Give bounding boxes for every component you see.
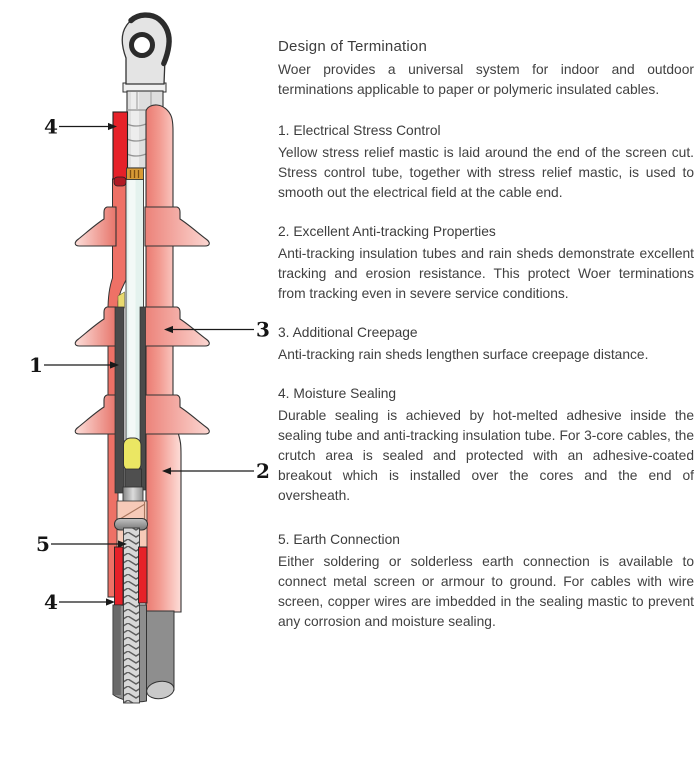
section-moisture-sealing [278,384,694,506]
rain-shed-3-left [75,395,116,434]
seal-tube-rim [114,177,126,186]
anti-tracking-tube [146,105,181,612]
oversheath-right [147,611,175,690]
section-body: Anti-tracking rain sheds lengthen surface creepage distance. [278,347,649,362]
section-heading: 5. Earth Connection [278,532,400,547]
stress-relief-mastic [124,438,142,471]
intro-paragraph: Woer provides a universal system for indoor and outdoor terminations applicable to paper or polymeric insulated cables. [278,62,694,97]
rain-sheds-left [75,207,116,434]
section-earth-connection [278,530,694,632]
screen-block [125,469,142,488]
screen-ferrule [123,487,143,502]
rain-shed-1-left [75,207,116,246]
oversheath [113,605,175,702]
rain-shed-2-left [75,307,116,346]
callout-label-4-bottom: 4 [44,590,58,614]
section-body: Anti-tracking insulation tubes and rain sheds demonstrate excellent tracking and erosion resistance. This protect Woer terminations from tracking even in severe service conditions. [278,246,694,301]
seal-tube-red [113,112,128,179]
callout-label-3: 3 [256,317,270,342]
callout-stress-control [29,353,119,377]
rain-shed-1-right [145,207,209,246]
section-heading: 1. Electrical Stress Control [278,123,441,138]
seal-mastic-right [139,547,148,603]
callout-label-4-top: 4 [44,114,58,139]
cable-screen [123,469,143,502]
section-body: Durable sealing is achieved by hot-melted adhesive inside the sealing tube and anti-tracking insulation tube. For 3-core cables, the crutch area is sealed and protected with an adhesive-coated breakout which is installed over the cores and the end of oversheath. [278,408,694,503]
section-heading: 4. Moisture Sealing [278,386,397,401]
callout-label-1: 1 [29,353,43,377]
rain-shed-2-right [145,307,209,346]
tube-exterior [146,105,181,612]
page-title: Design of Termination [278,38,427,55]
section-anti-tracking [278,222,694,304]
rain-shed-3-right [145,395,209,434]
callout-bottom-seal [44,590,115,614]
rain-sheds [145,207,209,434]
termination-diagram [0,0,280,757]
section-additional-creepage [278,323,694,365]
sealing-tube-top [113,112,128,186]
section-body: Yellow stress relief mastic is laid around the end of the screen cut. Stress control tube, together with stress relief mastic, is used to smooth out the electrical field at the cable end. [278,145,694,200]
stress-tube-left-wall [115,307,124,493]
callout-top-seal [44,115,117,139]
earth-braid [124,528,140,703]
insulation-highlight [129,180,136,445]
description-column [278,36,694,632]
cable-lug [122,15,169,84]
termination-figure [0,0,280,757]
section-electrical-stress-control [278,121,694,203]
stress-relief-mastic-band [127,168,144,180]
callout-label-2: 2 [256,459,270,483]
seal-mastic-left [115,547,124,605]
section-heading: 2. Excellent Anti-tracking Properties [278,224,496,239]
lug-hole [132,35,153,56]
oversheath-edge [114,606,121,695]
section-heading: 3. Additional Creepage [278,325,418,340]
section-body: Either soldering or solderless earth connection is available to connect metal screen or armour to ground. For cables with wire screen, copper wires are imbedded in the sealing mastic to prevent any corrosion and moisture sealing. [278,554,694,629]
callout-label-5: 5 [36,532,50,556]
